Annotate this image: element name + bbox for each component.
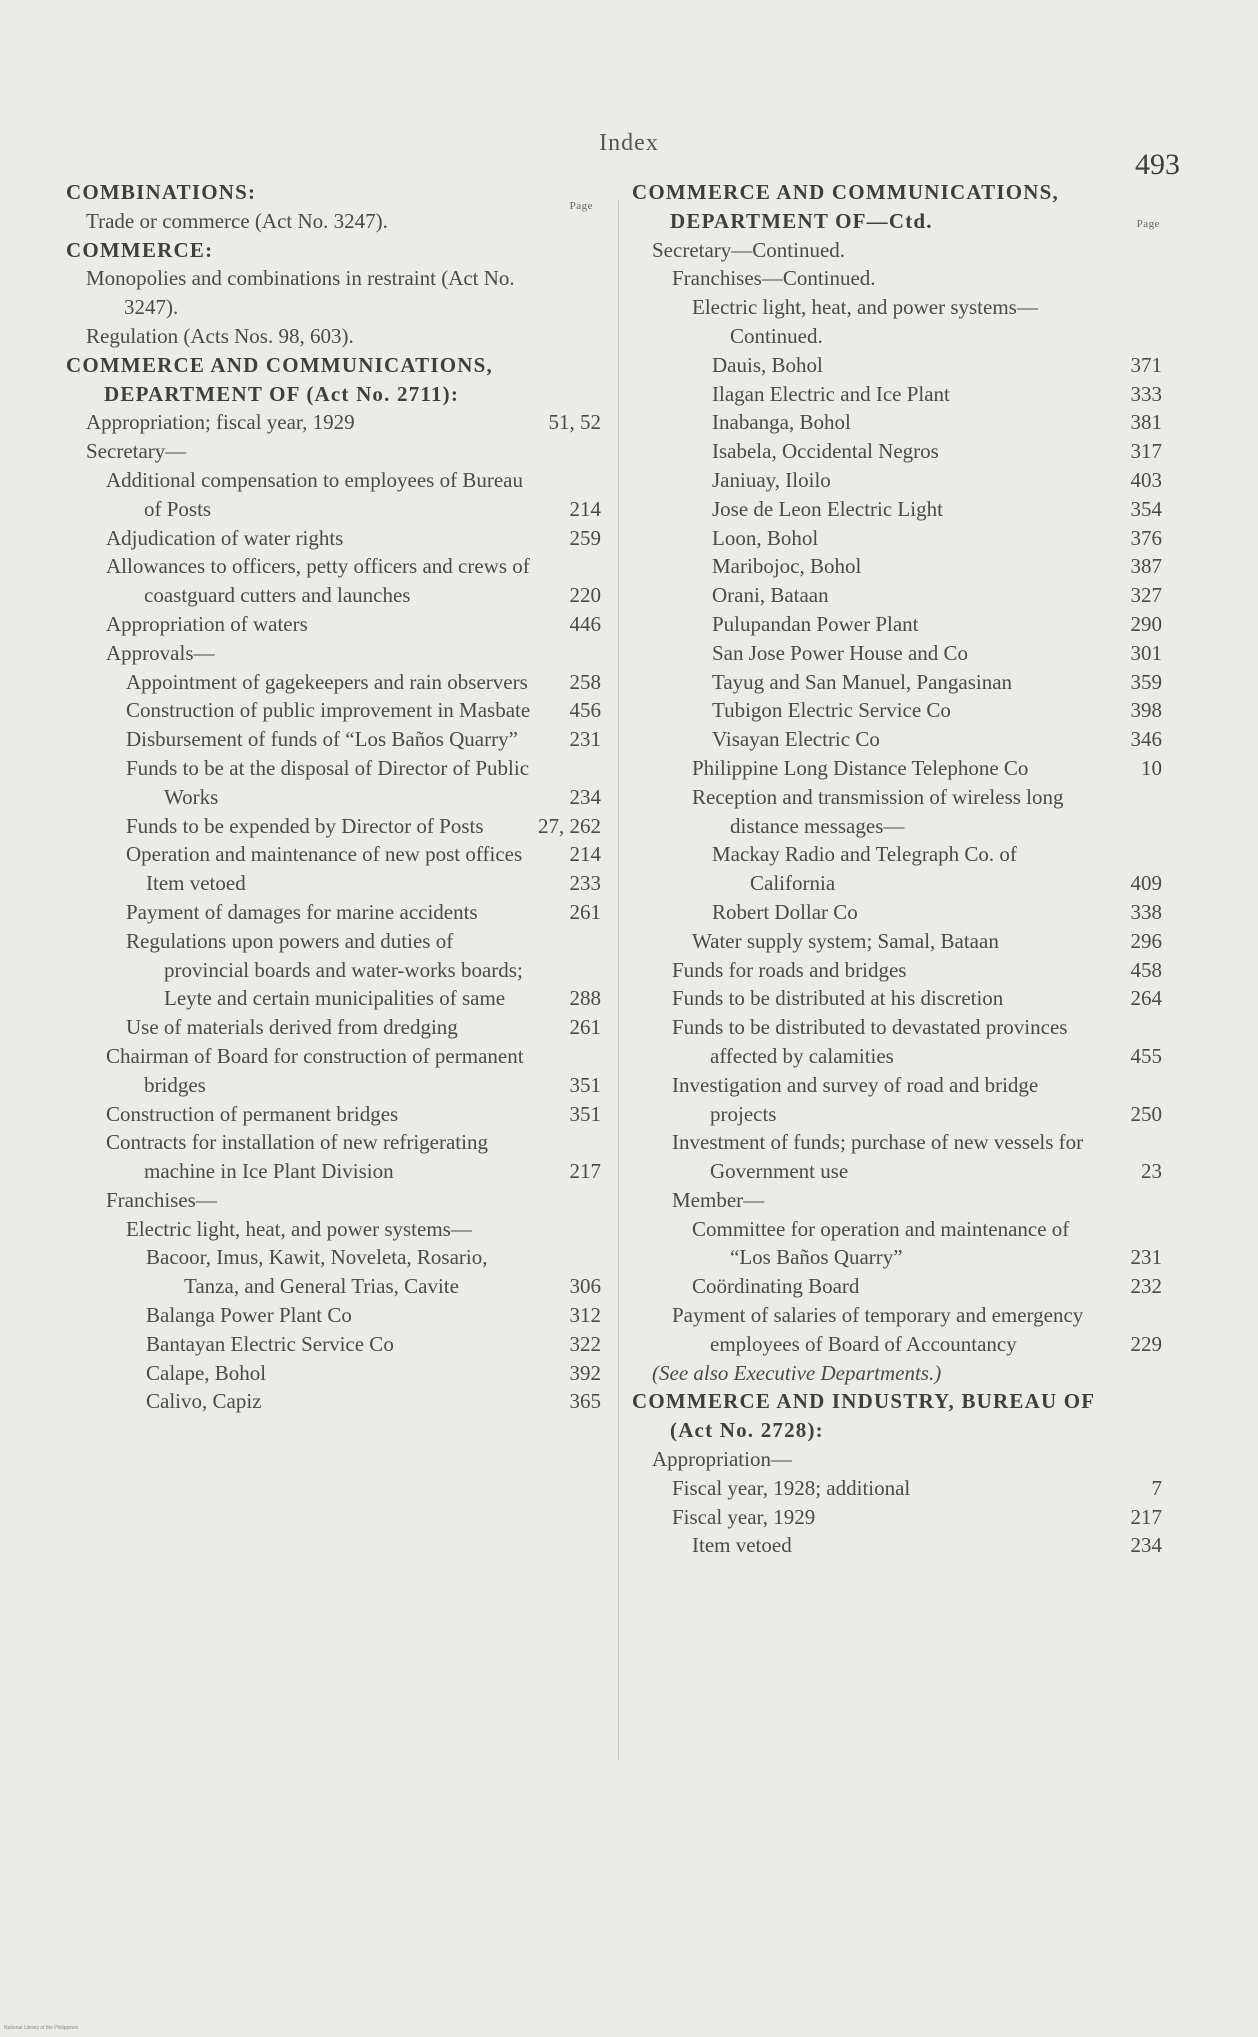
entry-text: Contracts for installation of new refrigerating machine in Ice Plant Division bbox=[106, 1130, 488, 1184]
index-column-left bbox=[66, 178, 601, 1416]
entry-text: Balanga Power Plant Co bbox=[146, 1303, 352, 1328]
index-column-right bbox=[632, 178, 1162, 1560]
index-entry bbox=[66, 552, 601, 610]
entry-page-ref: 456 bbox=[569, 698, 601, 723]
entry-page-ref: 288 bbox=[569, 986, 601, 1011]
index-entry bbox=[632, 1128, 1162, 1186]
entry-text: Water supply system; Samal, Bataan bbox=[692, 928, 999, 953]
entry-page-ref: 371 bbox=[1130, 352, 1162, 377]
entry-page-ref: 387 bbox=[1130, 554, 1162, 579]
page-column-label: Page bbox=[1136, 218, 1160, 230]
entry-page-ref: 322 bbox=[569, 1331, 601, 1356]
entry-page-ref: 232 bbox=[1130, 1274, 1162, 1299]
index-entry bbox=[66, 668, 601, 697]
index-entry bbox=[66, 322, 601, 351]
entry-text: Bacoor, Imus, Kawit, Noveleta, Rosario, Tanza, and General Trias, Cavite bbox=[146, 1245, 488, 1299]
index-entry bbox=[66, 840, 601, 869]
index-entry bbox=[66, 1359, 601, 1388]
entry-page-ref: 458 bbox=[1130, 957, 1162, 982]
entry-text: Calape, Bohol bbox=[146, 1360, 267, 1385]
entry-text: Funds to be expended by Director of Posts bbox=[126, 813, 484, 838]
entry-text: Monopolies and combinations in restraint (Act No. 3247). bbox=[86, 266, 515, 320]
entry-page-ref: 231 bbox=[1130, 1245, 1162, 1270]
entry-page-ref: 27, 262 bbox=[538, 813, 601, 838]
index-entry bbox=[66, 725, 601, 754]
index-entry bbox=[66, 1330, 601, 1359]
entry-page-ref: 261 bbox=[569, 1015, 601, 1040]
entry-text: Visayan Electric Co bbox=[712, 727, 880, 752]
entry-page-ref: 234 bbox=[569, 784, 601, 809]
page-number: 493 bbox=[1135, 148, 1180, 181]
index-entry bbox=[66, 812, 601, 841]
entry-text: Ilagan Electric and Ice Plant bbox=[712, 381, 950, 406]
entry-text: Additional compensation to employees of Bureau of Posts bbox=[106, 467, 523, 521]
entry-text: Approvals— bbox=[106, 640, 215, 665]
entry-page-ref: 446 bbox=[569, 611, 601, 636]
entry-text: Philippine Long Distance Telephone Co bbox=[692, 755, 1029, 780]
entry-text: Adjudication of water rights bbox=[106, 525, 344, 550]
index-entry bbox=[66, 264, 601, 322]
index-entry bbox=[632, 1359, 1162, 1388]
entry-page-ref: 258 bbox=[569, 669, 601, 694]
index-entry bbox=[632, 1215, 1162, 1273]
entry-text: Construction of permanent bridges bbox=[106, 1101, 399, 1126]
index-entry bbox=[66, 696, 601, 725]
index-entry bbox=[632, 380, 1162, 409]
index-entry bbox=[66, 1186, 601, 1215]
entry-text: Regulation (Acts Nos. 98, 603). bbox=[86, 323, 354, 348]
entry-text: Payment of salaries of temporary and emergency employees of Board of Accountancy bbox=[672, 1303, 1084, 1356]
index-entry bbox=[632, 437, 1162, 466]
entry-text: Appropriation— bbox=[652, 1447, 792, 1472]
entry-text: Electric light, heat, and power systems— bbox=[126, 1216, 472, 1241]
entry-text: Appropriation; fiscal year, 1929 bbox=[86, 410, 355, 435]
index-entry bbox=[632, 639, 1162, 668]
entry-text: COMBINATIONS: bbox=[66, 180, 257, 204]
entry-text: Appointment of gagekeepers and rain observers bbox=[126, 669, 528, 694]
index-entry bbox=[632, 351, 1162, 380]
index-entry bbox=[66, 466, 601, 524]
entry-text: COMMERCE AND COMMUNICATIONS, DEPARTMENT OF—Ctd. bbox=[632, 180, 1059, 233]
entry-text: COMMERCE: bbox=[66, 237, 214, 262]
entry-text: Item vetoed bbox=[146, 871, 246, 896]
index-entry bbox=[632, 1186, 1162, 1215]
index-heading bbox=[66, 236, 601, 265]
entry-page-ref: 296 bbox=[1130, 928, 1162, 953]
entry-text: COMMERCE AND INDUSTRY, BUREAU OF (Act No. 2728): bbox=[632, 1389, 1095, 1443]
index-entry bbox=[632, 927, 1162, 956]
entry-text: Payment of damages for marine accidents bbox=[126, 899, 478, 924]
entry-page-ref: 327 bbox=[1130, 583, 1162, 608]
entry-page-ref: 306 bbox=[569, 1274, 601, 1299]
index-entry bbox=[66, 869, 601, 898]
index-entry bbox=[632, 408, 1162, 437]
entry-text: Loon, Bohol bbox=[712, 525, 819, 550]
entry-text: Tubigon Electric Service Co bbox=[712, 698, 951, 723]
entry-text: Allowances to officers, petty officers and crews of coastguard cutters and launches bbox=[106, 554, 530, 608]
index-entry bbox=[66, 408, 601, 437]
entry-page-ref: 217 bbox=[569, 1159, 601, 1184]
entry-text: Operation and maintenance of new post offices bbox=[126, 842, 523, 867]
index-entry bbox=[66, 1215, 601, 1244]
column-divider bbox=[618, 200, 619, 1760]
entry-page-ref: 409 bbox=[1130, 871, 1162, 896]
entry-text: Disbursement of funds of “Los Baños Quarry” bbox=[126, 727, 518, 752]
entry-text: Isabela, Occidental Negros bbox=[712, 439, 939, 464]
entry-page-ref: 312 bbox=[569, 1303, 601, 1328]
index-entry bbox=[632, 984, 1162, 1013]
entry-text: Tayug and San Manuel, Pangasinan bbox=[712, 669, 1013, 694]
entry-page-ref: 317 bbox=[1130, 439, 1162, 464]
index-entry bbox=[632, 840, 1162, 898]
index-entry bbox=[632, 1071, 1162, 1129]
entry-text: Chairman of Board for construction of permanent bridges bbox=[106, 1043, 524, 1097]
index-heading bbox=[632, 178, 1162, 236]
index-entry bbox=[632, 264, 1162, 293]
entry-page-ref: 261 bbox=[569, 899, 601, 924]
entry-text: Fiscal year, 1929 bbox=[672, 1504, 816, 1529]
entry-page-ref: 214 bbox=[569, 842, 601, 867]
index-entry bbox=[632, 236, 1162, 265]
entry-page-ref: 250 bbox=[1130, 1101, 1162, 1126]
entry-text: Franchises— bbox=[106, 1187, 217, 1212]
entry-text: Trade or commerce (Act No. 3247). bbox=[86, 208, 388, 233]
index-entry bbox=[66, 927, 601, 1013]
entry-text: Coördinating Board bbox=[692, 1274, 860, 1299]
entry-page-ref: 351 bbox=[569, 1072, 601, 1097]
entry-text: Dauis, Bohol bbox=[712, 352, 823, 377]
entry-text: Jose de Leon Electric Light bbox=[712, 496, 943, 521]
entry-text: Secretary— bbox=[86, 439, 187, 464]
entry-text: Reception and transmission of wireless long distance messages— bbox=[692, 784, 1064, 838]
entry-text: Secretary—Continued. bbox=[652, 237, 846, 262]
entry-text: Inabanga, Bohol bbox=[712, 410, 851, 435]
entry-text: Bantayan Electric Service Co bbox=[146, 1331, 394, 1356]
index-entry bbox=[66, 524, 601, 553]
entry-text: Robert Dollar Co bbox=[712, 899, 858, 924]
index-entry bbox=[632, 524, 1162, 553]
entry-page-ref: 23 bbox=[1141, 1159, 1162, 1184]
entry-page-ref: 231 bbox=[569, 727, 601, 752]
entry-text: Member— bbox=[672, 1187, 765, 1212]
entry-text: Item vetoed bbox=[692, 1533, 792, 1558]
index-entry bbox=[632, 552, 1162, 581]
index-entry bbox=[66, 1013, 601, 1042]
entry-text: Funds to be distributed to devastated provinces affected by calamities bbox=[672, 1015, 1068, 1068]
entry-page-ref: 338 bbox=[1130, 899, 1162, 924]
entry-text: Construction of public improvement in Masbate bbox=[126, 698, 531, 723]
entry-text: Funds to be distributed at his discretion bbox=[672, 986, 1004, 1011]
index-entry bbox=[632, 898, 1162, 927]
entry-page-ref: 214 bbox=[569, 496, 601, 521]
entry-text: Orani, Bataan bbox=[712, 583, 829, 608]
entry-page-ref: 301 bbox=[1130, 640, 1162, 665]
index-entry bbox=[632, 293, 1162, 351]
entry-text: Investment of funds; purchase of new vessels for Government use bbox=[672, 1130, 1084, 1184]
entry-page-ref: 290 bbox=[1130, 611, 1162, 636]
index-entry bbox=[632, 696, 1162, 725]
entry-text: Maribojoc, Bohol bbox=[712, 554, 862, 579]
entry-page-ref: 10 bbox=[1141, 755, 1162, 780]
index-entry bbox=[66, 610, 601, 639]
entry-text: Janiuay, Iloilo bbox=[712, 467, 831, 492]
index-entry bbox=[66, 1100, 601, 1129]
index-entry bbox=[632, 956, 1162, 985]
index-entry bbox=[632, 1445, 1162, 1474]
index-entry bbox=[66, 1387, 601, 1416]
index-entry bbox=[632, 1503, 1162, 1532]
index-entry bbox=[632, 1013, 1162, 1071]
entry-text: Electric light, heat, and power systems—Continued. bbox=[692, 295, 1038, 348]
footer-credit: National Library of the Philippines bbox=[4, 2025, 79, 2031]
index-heading bbox=[66, 178, 601, 207]
entry-page-ref: 354 bbox=[1130, 496, 1162, 521]
index-entry bbox=[66, 207, 601, 236]
index-entry bbox=[632, 725, 1162, 754]
entry-page-ref: 233 bbox=[569, 871, 601, 896]
entry-page-ref: 7 bbox=[1151, 1475, 1162, 1500]
entry-text: Franchises—Continued. bbox=[672, 266, 876, 291]
entry-page-ref: 381 bbox=[1130, 410, 1162, 435]
entry-text: Calivo, Capiz bbox=[146, 1389, 262, 1414]
entry-text: Appropriation of waters bbox=[106, 611, 308, 636]
index-entry bbox=[632, 495, 1162, 524]
entry-text: Funds for roads and bridges bbox=[672, 957, 907, 982]
entry-page-ref: 220 bbox=[569, 583, 601, 608]
entry-page-ref: 392 bbox=[569, 1360, 601, 1385]
entry-page-ref: 229 bbox=[1130, 1331, 1162, 1356]
index-entry bbox=[66, 898, 601, 927]
entry-page-ref: 376 bbox=[1130, 525, 1162, 550]
entry-text: Mackay Radio and Telegraph Co. of California bbox=[712, 842, 1017, 896]
index-entry bbox=[632, 1272, 1162, 1301]
index-entry bbox=[632, 1301, 1162, 1359]
entry-text: Regulations upon powers and duties of provincial boards and water-works boards; Leyte and certain municipalities of same bbox=[126, 928, 523, 1011]
running-title: Index bbox=[599, 130, 659, 156]
index-entry bbox=[66, 1042, 601, 1100]
entry-text: (See also Executive Departments.) bbox=[652, 1360, 942, 1385]
entry-page-ref: 365 bbox=[569, 1389, 601, 1414]
index-entry bbox=[632, 581, 1162, 610]
index-heading bbox=[66, 351, 601, 409]
entry-page-ref: 234 bbox=[1130, 1533, 1162, 1558]
entry-text: COMMERCE AND COMMUNICATIONS, DEPARTMENT OF (Act No. 2711): bbox=[66, 352, 493, 406]
entry-text: Funds to be at the disposal of Director of Public Works bbox=[126, 755, 530, 809]
entry-text: Pulupandan Power Plant bbox=[712, 611, 919, 636]
index-entry bbox=[66, 639, 601, 668]
index-entry bbox=[632, 1531, 1162, 1560]
index-entry bbox=[66, 1128, 601, 1186]
entry-page-ref: 455 bbox=[1130, 1043, 1162, 1068]
index-entry bbox=[632, 610, 1162, 639]
index-entry bbox=[66, 754, 601, 812]
index-heading bbox=[632, 1387, 1162, 1445]
entry-page-ref: 264 bbox=[1130, 986, 1162, 1011]
entry-page-ref: 217 bbox=[1130, 1504, 1162, 1529]
entry-text: Investigation and survey of road and bridge projects bbox=[672, 1072, 1039, 1126]
entry-page-ref: 259 bbox=[569, 525, 601, 550]
entry-page-ref: 403 bbox=[1130, 467, 1162, 492]
index-entry bbox=[632, 668, 1162, 697]
index-entry bbox=[632, 754, 1162, 783]
entry-page-ref: 398 bbox=[1130, 698, 1162, 723]
entry-page-ref: 351 bbox=[569, 1101, 601, 1126]
entry-page-ref: 346 bbox=[1130, 727, 1162, 752]
page-column-label: Page bbox=[569, 200, 593, 212]
entry-text: San Jose Power House and Co bbox=[712, 640, 969, 665]
entry-page-ref: 333 bbox=[1130, 381, 1162, 406]
index-entry bbox=[632, 466, 1162, 495]
entry-text: Fiscal year, 1928; additional bbox=[672, 1475, 911, 1500]
index-entry bbox=[632, 783, 1162, 841]
index-entry bbox=[66, 1301, 601, 1330]
entry-text: Committee for operation and maintenance of “Los Baños Quarry” bbox=[692, 1216, 1070, 1270]
entry-page-ref: 359 bbox=[1130, 669, 1162, 694]
index-entry bbox=[632, 1474, 1162, 1503]
entry-page-ref: 51, 52 bbox=[548, 410, 601, 435]
index-entry bbox=[66, 1243, 601, 1301]
entry-text: Use of materials derived from dredging bbox=[126, 1015, 458, 1040]
index-entry bbox=[66, 437, 601, 466]
